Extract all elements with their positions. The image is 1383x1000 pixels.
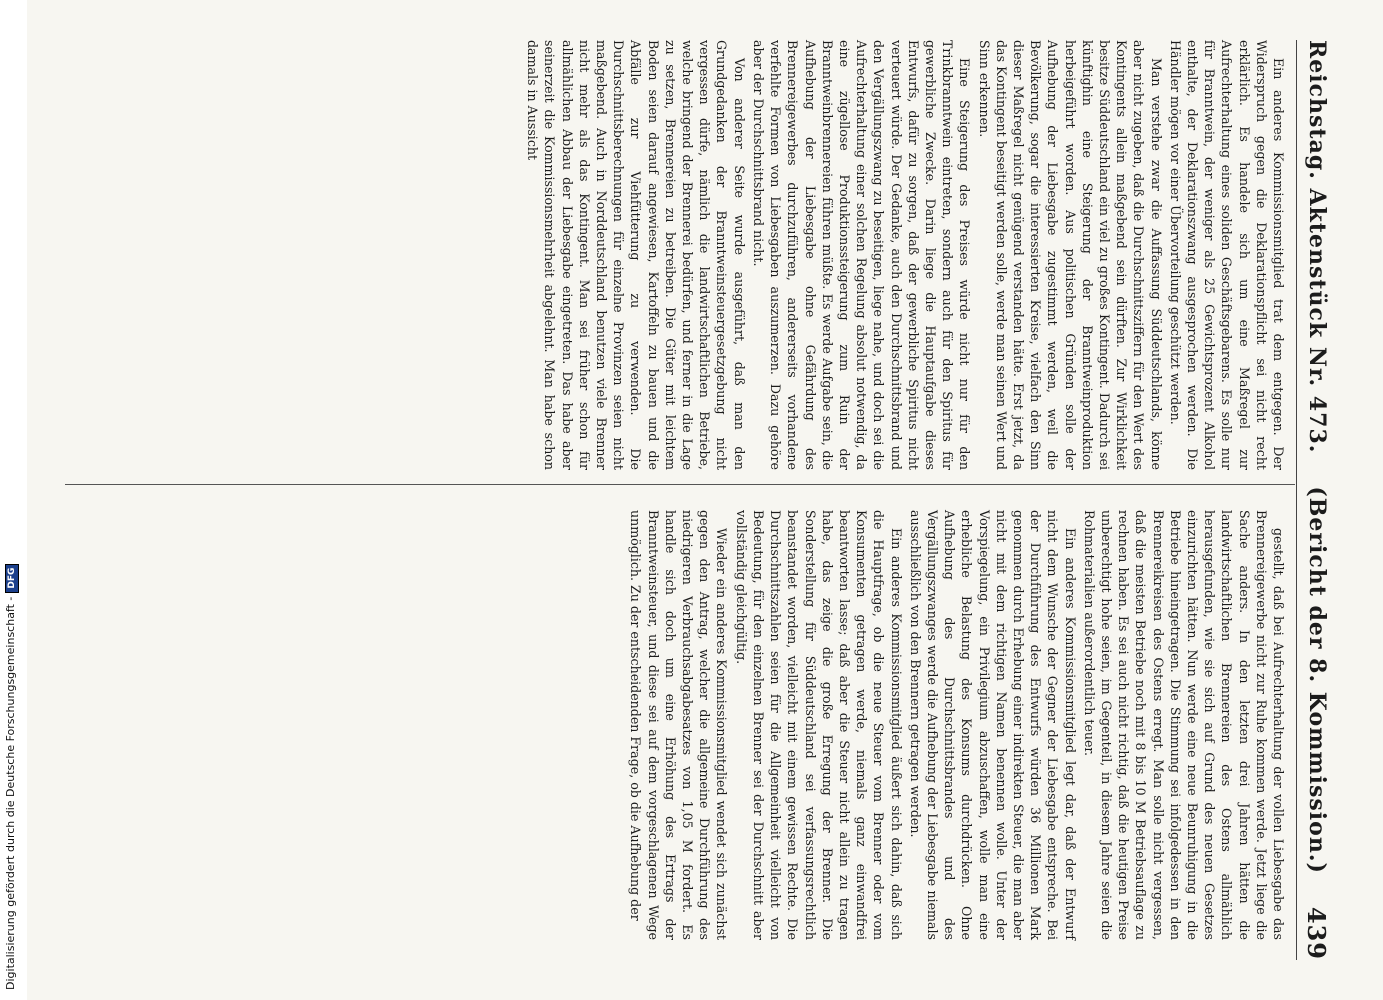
header-left-title: Reichstag. Aktenstück Nr. 473.: [1304, 40, 1330, 454]
page-number: 439: [1302, 906, 1332, 960]
paragraph: Ein anderes Kommissionsmitglied äußert sich dahin, daß sich die Hauptfrage, ob die neue Steuer vom Brenner oder vom Konsumenten getragen werde, niemals ganz einwandfrei beantworten lasse; daß aber die Steuer nicht allein zu tragen habe, das zeige die große Erregung der Brenner. Die Sonderstellung für Süddeutschland sei verfassungsrechtlich beanstandet worden, vielleicht mit einem gewissen Rechte. Die Durchschnittszahlen seien für die Allgemeinheit vielleicht von Bedeutung, für den einzelnen Brenner sei der Durchschnitt aber vollständig gleichgültig.: [733, 510, 904, 940]
credit-text: Digitalisierung gefördert durch die Deutsche Forschungsgemeinschaft -: [4, 596, 17, 990]
paragraph: Von anderer Seite wurde ausgeführt, daß man den Grundgedanken der Branntweinsteuergesetzgebung nicht vergessen dürfe, nämlich die landwirtschaftlichen Betriebe, welche bringend der Brennerei bedürfen, und ferner in die Lage zu setzen, Brennereien zu betreiben. Die Güter mit leichtem Boden seien darauf angewiesen, Kartoffeln zu bauen und die Abfälle zur Viehfütterung zu verwenden. Die Durchschnittsberechnungen für einzelne Provinzen seien nicht maßgebend. Auch in Norddeutschland benutzen viele Brenner nicht mehr als das Kontingent. Man sei früher schon für allmählichen Abbau der Liebesgabe eingetreten. Das habe aber seinerzeit die Kommissionsmehrheit abgelehnt. Man habe schon damals in Aussicht: [525, 40, 747, 470]
column-divider: [65, 484, 1295, 485]
paragraph: Ein anderes Kommissionsmitglied legt dar, daß der Entwurf nicht dem Wunsche der Gegner der Liebesgabe entspreche. Bei der Durchführung des Entwurfs würden 36 Millionen Mark genommen durch Erhebung einer indirekten Steuer, die man aber nicht mit dem richtigen Namen benennen wolle. Unter der Vorspiegelung, ein Privilegium abzuschaffen, wolle man eine erhebliche Belastung des Konsums durchdrücken. Ohne Aufhebung des Durchschnittsbrandes und des Vergällungszwanges werde die Aufhebung der Liebesgabe niemals ausschließlich von den Brennern getragen werden.: [907, 510, 1078, 940]
paragraph: Man verstehe zwar die Auffassung Süddeutschlands, könne aber nicht zugeben, daß die Durchschnittsziffern für den Wert des Kontingents allein maßgebend sein dürften. Zur Wirklichkeit besitze Süddeutschland ein viel zu großes Kontingent. Dadurch sei künftighin eine Steigerung der Branntweinproduktion herbeigeführt worden. Aus politischen Gründen solle der Aufhebung der Liebesgabe zugestimmt werden, weil die Bevölkerung, sogar die interessierten Kreise, vielfach den Sinn dieser Maßregel nicht genügend verstanden hätte. Erst jetzt, da das Kontingent beseitigt werden solle, werde man seinen Wert und Sinn erkennen.: [976, 40, 1164, 470]
paragraph: gestellt, daß bei Aufrechterhaltung der vollen Liebesgabe das Brennereigewerbe nicht zur Ruhe kommen werde. Jetzt liege die Sache anders. In den letzten drei Jahren hätten die landwirtschaftlichen Brennereien des Ostens allmählich herausgefunden, wie sie sich auf Grund des neuen Gesetzes einzurichten hätten. Nun werde eine neue Beunruhigung in die Betriebe hineingetragen. Die Stimmung sei infolgedessen in den Brennereikreisen des Ostens erregt. Man solle nicht vergessen, daß die meisten Betriebe noch mit 8 bis 10 M Betriebsauflage zu rechnen haben. Es sei auch nicht richtig, daß die heutigen Preise unberechtigt hohe seien, im Gegenteil, in diesem Jahre seien die Rohmaterialien außerordentlich teuer.: [1081, 510, 1286, 940]
right-column: [625, 510, 1287, 940]
digitization-sidebar: [0, 0, 27, 1000]
dfg-logo: DFG: [5, 564, 19, 593]
document-page: [27, 0, 1357, 1000]
header-rule: [1296, 40, 1297, 960]
left-column: [522, 40, 1287, 470]
paragraph: Wieder ein anderes Kommissionsmitglied wendet sich zunächst gegen den Antrag, welcher die allgemeine Durchführung des niedrigeren Verbrauchsabgabesatzes von 1,05 M fordert. Es handle sich doch um eine Erhöhung des Ertrags der Branntweinsteuer, und diese sei auf dem vorgeschlagenen Wege unmöglich. Zu der entscheidenden Frage, ob die Aufhebung der: [628, 510, 730, 940]
paragraph: Ein anderes Kommissionsmitglied trat dem entgegen. Der Widerspruch gegen die Deklarationspflicht sei nicht recht erklärlich. Es handele sich um eine Maßregel zur Aufrechterhaltung eines soliden Geschäftsgebarens. Es solle nur für Branntwein, der weniger als 25 Gewichtsprozent Alkohol enthalte, der Deklarationszwang ausgesprochen werden. Die Händler mögen vor einer Übervorteilung geschützt werden.: [1167, 40, 1286, 470]
page-header: [1297, 40, 1337, 960]
digitization-credit: [4, 0, 19, 990]
header-right-title: (Bericht der 8. Kommission.): [1304, 486, 1330, 874]
paragraph: Eine Steigerung des Preises würde nicht nur für den Trinkbranntwein eintreten, sondern auch für den Spiritus für gewerbliche Zwecke. Darin liege die Hauptaufgabe dieses Entwurfs, dafür zu sorgen, daß der gewerbliche Spiritus nicht verteuert würde. Der Gedanke, auch den Durchschnittsbrand und den Vergällungszwang zu beseitigen, liege nahe, und doch sei die Aufrechterhaltung einer solchen Regelung absolut notwendig, da eine zügellose Produktionssteigerung zum Ruin der Branntweinbrennereien führen müßte. Es werde Aufgabe sein, die Aufhebung der Liebesgabe ohne Gefährdung des Brennereigewerbes durchzuführen, andererseits vorhandene verfehlte Formen von Liebesgaben auszumerzen. Dazu gehöre aber der Durchschnittsbrand nicht.: [750, 40, 973, 470]
